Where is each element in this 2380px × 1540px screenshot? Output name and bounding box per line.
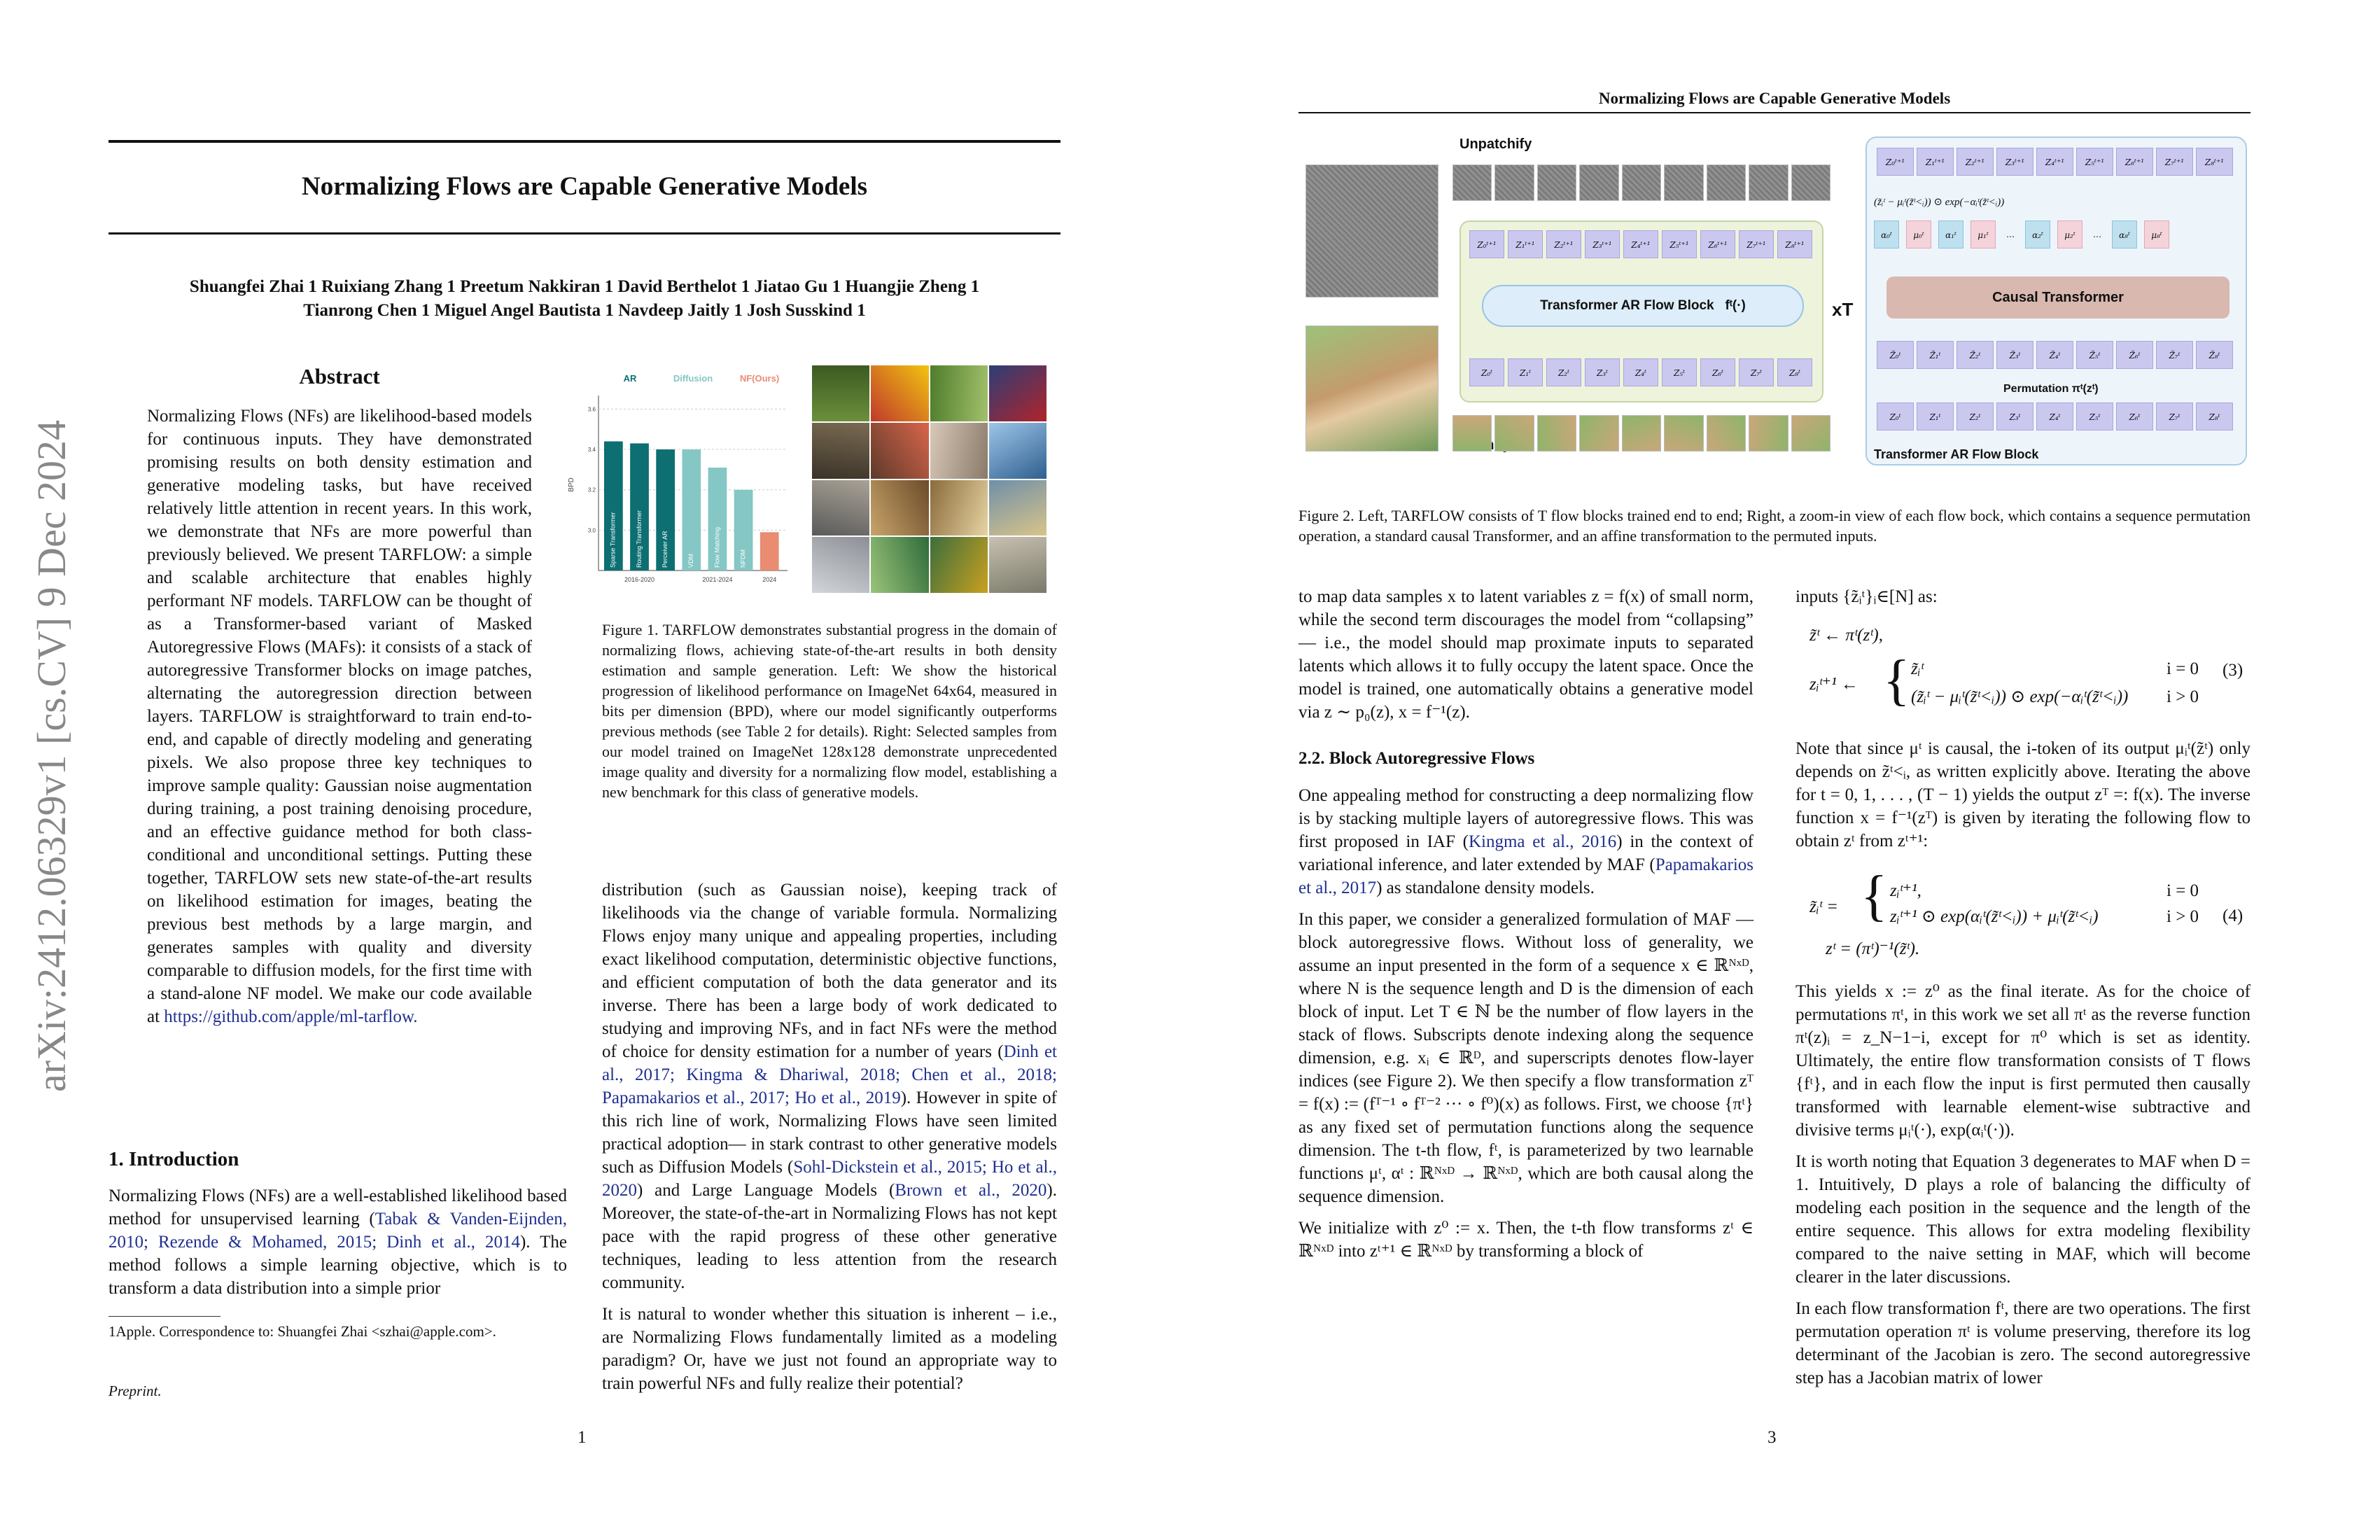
noise-patch xyxy=(1452,164,1492,201)
noise-patch xyxy=(1537,164,1576,201)
permuted-token: Z̃₂ᵗ xyxy=(1956,341,1994,369)
footnote: 1Apple. Correspondence to: Shuangfei Zhai <szhai@apple.com>. xyxy=(108,1323,496,1340)
sample-image xyxy=(930,537,988,593)
footnote-rule xyxy=(108,1316,220,1317)
column-a-body-2 xyxy=(1298,784,1754,1271)
y-tick-label: 3.2 xyxy=(587,486,596,493)
sample-image xyxy=(989,537,1046,593)
sample-image xyxy=(930,480,988,536)
col2-citation-2[interactable]: Sohl-Dickstein et al., 2015; Ho et al., 2020 xyxy=(602,1158,1057,1200)
image-patch xyxy=(1579,415,1618,451)
flow-panel xyxy=(1460,220,1823,402)
permuted-token: Z̃₁ᵗ xyxy=(1917,341,1954,369)
image-patch xyxy=(1494,415,1534,451)
input-token: Z₈ᵗ xyxy=(1777,358,1812,386)
sample-image xyxy=(871,423,928,479)
equation-3-case-1-cond: i = 0 xyxy=(2166,659,2199,678)
authors xyxy=(108,275,1060,323)
period-label: 2021-2024 xyxy=(702,576,733,583)
colB-paragraph-4: In each flow transformation fᵗ, there are two operations. The first permutation operation πᵗ is volume preserving, therefore its log determinant of the Jacobian is zero. The second autoregressive step has a Jacobian matrix of lower xyxy=(1795,1299,2250,1387)
affine-transform-label: (z̃ᵢᵗ − μᵢᵗ(z̃ᵗ<ᵢ)) ⊙ exp(−αᵢᵗ(z̃ᵗ<ᵢ)) xyxy=(1874,197,2005,208)
repeat-label: xT xyxy=(1832,299,1854,320)
flow-block-label: Transformer AR Flow Block xyxy=(1540,298,1714,313)
sample-image xyxy=(871,480,928,536)
flow-block-function: fᵗ(·) xyxy=(1725,298,1746,313)
input-token: Z₅ᵗ xyxy=(1662,358,1697,386)
equation-4-case-1-cond: i = 0 xyxy=(2166,881,2199,900)
sample-image xyxy=(930,365,988,421)
noise-image xyxy=(1306,164,1438,298)
colA-citation-2[interactable]: Papamakarios et al., 2017 xyxy=(1298,855,1754,897)
latent-token: Z₆ᵗ⁺¹ xyxy=(1700,230,1735,258)
mu-token: μ₁ᵗ xyxy=(1970,220,1996,248)
input-token: Z₁ᵗ xyxy=(1508,358,1543,386)
column-a-body xyxy=(1298,585,1754,732)
latent-token: Z₈ᵗ⁺¹ xyxy=(1777,230,1812,258)
output-token: Z₁ᵗ⁺¹ xyxy=(1917,148,1954,176)
noise-patch xyxy=(1791,164,1830,201)
output-token: Z₂ᵗ⁺¹ xyxy=(1956,148,1994,176)
bar-vdm xyxy=(682,449,701,570)
colB-paragraph-3: It is worth noting that Equation 3 degenerates to MAF when D = 1. Intuitively, D plays a role of balancing the difficulty of modeling each position in the sequence and the length of the entire sequence. This allows for extra modeling flexibility compared to the naive setting in MAF, which will become clearer in the later discussions. xyxy=(1795,1152,2250,1287)
zoom-input-token: Z₁ᵗ xyxy=(1917,402,1954,430)
colB-intro: inputs {z̃ᵢᵗ}ᵢ∈[N] as: xyxy=(1795,587,1938,606)
abstract-heading: Abstract xyxy=(299,364,380,388)
intro-text-cont: ). The method follows a simple learning objective, which is to transform a data distribution into a simple prior xyxy=(108,1233,567,1298)
flow-block xyxy=(1482,285,1804,327)
colB-body-2 xyxy=(1795,980,2250,1398)
alpha-token: α₁ᵗ xyxy=(1938,220,1963,248)
bar-tarflow xyxy=(760,532,779,570)
equation-4-case-2-cond: i > 0 xyxy=(2166,907,2199,926)
noise-patch xyxy=(1622,164,1661,201)
colA-paragraph-4: We initialize with z⁰ := x. Then, the t-th flow transforms zᵗ ∈ ℝᴺˣᴰ into zᵗ⁺¹ ∈ ℝᴺˣᴰ by transforming a block of xyxy=(1298,1219,1754,1261)
equation-4-case-1: zᵢᵗ⁺¹, xyxy=(1890,881,1921,900)
page-3 xyxy=(1190,0,2380,1540)
unpatchify-label: Unpatchify xyxy=(1460,136,1532,152)
input-token: Z₃ᵗ xyxy=(1585,358,1620,386)
legend-nfours: NF(Ours) xyxy=(739,373,780,384)
equation-3-lhs: zᵢᵗ⁺¹ ← xyxy=(1809,675,1858,694)
noise-patch xyxy=(1494,164,1534,201)
zoom-panel xyxy=(1865,136,2247,465)
zoom-input-token: Z₄ᵗ xyxy=(2036,402,2073,430)
arxiv-stamp: arXiv:2412.06329v1 [cs.CV] 9 Dec 2024 xyxy=(29,419,74,1092)
imagenet-samples-grid xyxy=(812,365,1046,593)
image-patch xyxy=(1664,415,1703,451)
mu-token: μ₂ᵗ xyxy=(2057,220,2082,248)
noise-patch xyxy=(1579,164,1618,201)
running-head-rule xyxy=(1298,112,2250,113)
image-patch xyxy=(1622,415,1661,451)
mu-token: μ₈ᵗ xyxy=(2144,220,2169,248)
latent-token: Z₁ᵗ⁺¹ xyxy=(1508,230,1543,258)
col2-citation-1[interactable]: Dinh et al., 2017; Kingma & Dhariwal, 2018; Chen et al., 2018; Papamakarios et al., 2017; Ho et al., 2019 xyxy=(602,1042,1058,1107)
image-patch xyxy=(1707,415,1746,451)
legend-ar: AR xyxy=(623,373,637,384)
output-token: Z₅ᵗ⁺¹ xyxy=(2076,148,2113,176)
zoom-input-token: Z₀ᵗ xyxy=(1877,402,1914,430)
output-token: Z₃ᵗ⁺¹ xyxy=(1996,148,2033,176)
output-token: Z₇ᵗ⁺¹ xyxy=(2156,148,2193,176)
col2-paragraph-1 xyxy=(602,878,1057,1294)
latent-token: Z₃ᵗ⁺¹ xyxy=(1585,230,1620,258)
equation-4-case-2: zᵢᵗ⁺¹ ⊙ exp(αᵢᵗ(z̃ᵗ<ᵢ)) + μᵢᵗ(z̃ᵗ<ᵢ) xyxy=(1890,907,2099,926)
sample-image xyxy=(812,423,869,479)
y-axis-label: BPD xyxy=(568,477,575,492)
equation-3-number: (3) xyxy=(2222,661,2244,680)
legend-diffusion: Diffusion xyxy=(673,373,713,384)
latent-token: Z₀ᵗ⁺¹ xyxy=(1469,230,1504,258)
zoom-input-token: Z₈ᵗ xyxy=(2196,402,2233,430)
figure-2-caption: Figure 2. Left, TARFLOW consists of T flow blocks trained end to end; Right, a zoom-in view of each flow bock, which contains a sequence permutation operation, a standard causal Transformer, and an affine transformation to the permuted inputs. xyxy=(1298,507,2250,545)
input-token: Z₄ᵗ xyxy=(1623,358,1658,386)
title-rule-bottom xyxy=(108,232,1060,234)
ellipsis: … xyxy=(2093,230,2101,239)
output-token: Z₄ᵗ⁺¹ xyxy=(2036,148,2073,176)
sample-image xyxy=(989,480,1046,536)
mu-token: μ₀ᵗ xyxy=(1906,220,1931,248)
permuted-token: Z̃₆ᵗ xyxy=(2116,341,2153,369)
permuted-token: Z̃₃ᵗ xyxy=(1996,341,2033,369)
section-2-2-heading: 2.2. Block Autoregressive Flows xyxy=(1298,749,1535,768)
y-tick-label: 3.0 xyxy=(587,527,596,534)
zoom-top-token-row xyxy=(1877,148,2233,176)
alpha-token: α₀ᵗ xyxy=(1874,220,1899,248)
figure-1-caption: Figure 1. TARFLOW demonstrates substantial progress in the domain of normalizing flows, achieving state-of-the-art results in both density estimation and sample generation. Left: We show the historical progression of likelihood performance on ImageNet 64x64, measured in bits per dimension (BPD), where our model significantly outperforms previous methods (see Table 2 for details). Right: Selected samples from our model trained on ImageNet 128x128 demonstrate unprecedented image quality and diversity for a normalizing flow model, establishing a new benchmark for this class of generative models. xyxy=(602,621,1057,801)
zoom-input-token: Z₂ᵗ xyxy=(1956,402,1994,430)
noise-patch-strip xyxy=(1452,164,1830,201)
permutation-label: Permutation πᵗ(zᵗ) xyxy=(2003,383,2099,395)
sample-image xyxy=(989,423,1046,479)
bar-label: Sparse Transformer xyxy=(609,512,617,568)
col2-text-4: ). Moreover, the state-of-the-art in Normalizing Flows has not kept pace with the rapid progress of these other generative techniques, leading to less attention from the research community. xyxy=(602,1181,1057,1292)
page-number-3: 3 xyxy=(1768,1428,1777,1447)
zoom-input-token: Z₆ᵗ xyxy=(2116,402,2153,430)
permuted-token: Z̃₅ᵗ xyxy=(2076,341,2113,369)
colA-text-3: ) as standalone density models. xyxy=(1376,878,1595,897)
zoom-input-token: Z₃ᵗ xyxy=(1996,402,2033,430)
running-head: Normalizing Flows are Capable Generative Models xyxy=(1598,90,1951,107)
colA-paragraph-2 xyxy=(1298,784,1754,899)
abstract-body xyxy=(147,405,532,1028)
authors-line-2: Tianrong Chen 1 Miguel Angel Bautista 1 Navdeep Jaitly 1 Josh Susskind 1 xyxy=(303,301,866,320)
latent-token: Z₄ᵗ⁺¹ xyxy=(1623,230,1658,258)
sample-image xyxy=(812,480,869,536)
causal-transformer-block: Causal Transformer xyxy=(1886,276,2230,318)
col2-paragraph-2: It is natural to wonder whether this situation is inherent – i.e., are Normalizing Flows fundamentally limited as a modeling paradigm? Or, have we just not found an appropriate way to train powerful NFs and fully realize their potential? xyxy=(602,1305,1057,1393)
permuted-token: Z̃₄ᵗ xyxy=(2036,341,2073,369)
sample-image xyxy=(812,365,869,421)
bar-label: NFDM xyxy=(739,550,747,568)
ellipsis: … xyxy=(2006,230,2015,239)
intro-citation[interactable]: Tabak & Vanden-Eijnden, 2010; Rezende & Mohamed, 2015; Dinh et al., 2014 xyxy=(108,1210,567,1252)
output-token: Z₀ᵗ⁺¹ xyxy=(1877,148,1914,176)
output-token: Z₆ᵗ⁺¹ xyxy=(2116,148,2153,176)
intro-text: Normalizing Flows (NFs) are a well-established likelihood based method for unsupervised learning ( xyxy=(108,1186,567,1228)
colA-paragraph-1: to map data samples x to latent variables z = f(x) of small norm, while the second term discourages the model from “collapsing” — i.e., the model should map proximate inputs to separated latents which allows it to fully occupy the latent space. Once the model is trained, one automatically obtains a generative model via z ∼ p₀(z), x = f⁻¹(z). xyxy=(1298,587,1754,722)
page-number-1: 1 xyxy=(578,1428,587,1447)
bar-label: Perceiver AR xyxy=(662,531,669,568)
zoom-input-token: Z₅ᵗ xyxy=(2076,402,2113,430)
col2-text-1: distribution (such as Gaussian noise), keeping track of likelihoods via the change of variable formula. Normalizing Flows enjoy many unique and appealing properties, including exact likelihood computation, deterministic objective functions, and efficient computation of both the data generator and its inverse. There has been a large body of work dedicated to studying and improving NFs, and in fact NFs were the method of choice for density estimation for a number of years ( xyxy=(602,881,1057,1061)
permuted-token-row xyxy=(1877,341,2233,369)
column-2-body xyxy=(602,878,1057,1404)
equation-3-case-1: z̃ᵢᵗ xyxy=(1911,659,1924,678)
preprint-label: Preprint. xyxy=(108,1382,162,1399)
sample-image xyxy=(989,365,1046,421)
y-tick-label: 3.6 xyxy=(587,406,596,413)
noise-patch xyxy=(1664,164,1703,201)
image-patch xyxy=(1537,415,1576,451)
intro-body xyxy=(108,1184,567,1300)
noise-patch xyxy=(1749,164,1788,201)
input-token: Z₆ᵗ xyxy=(1700,358,1735,386)
code-link[interactable]: https://github.com/apple/ml-tarflow. xyxy=(164,1007,418,1026)
mu-alpha-row xyxy=(1874,220,2169,248)
equation-4-brace: { xyxy=(1861,865,1888,927)
col2-text-2: ). However in spite of this rich line of work, Normalizing Flows have seen limited practical adoption— in stark contrast to other generative models such as Diffusion Models ( xyxy=(602,1088,1057,1177)
zoom-input-token: Z₇ᵗ xyxy=(2156,402,2193,430)
colB-paragraph-2: This yields x := z⁰ as the final iterate. As for the choice of permutations πᵗ, in this work we set all πᵗ as the reverse function πᵗ(z)ᵢ = z_N−1−i, except for π⁰ which is set as identity. Ultimately, the entire flow transformation consists of T flows {fᵗ}, and in each flow the input is first permuted then causally transformed with learnable element-wise subtractive and divisive terms μᵢᵗ(·), exp(αᵢᵗ(·)). xyxy=(1795,982,2250,1140)
title-rule-top xyxy=(108,140,1060,143)
colA-text-2: ) in the context of variational inference, and later extended by MAF ( xyxy=(1298,832,1754,874)
col2-text-3: ) and Large Language Models ( xyxy=(637,1181,895,1200)
sample-image xyxy=(871,537,928,593)
permuted-token: Z̃₈ᵗ xyxy=(2196,341,2233,369)
latent-token: Z₇ᵗ⁺¹ xyxy=(1739,230,1774,258)
bottom-token-row xyxy=(1469,358,1812,386)
image-patch xyxy=(1791,415,1830,451)
zoom-bottom-token-row xyxy=(1877,402,2233,430)
equation-3-brace: { xyxy=(1883,650,1910,711)
equation-3-case-2: (z̃ᵢᵗ − μᵢᵗ(z̃ᵗ<ᵢ)) ⊙ exp(−αᵢᵗ(z̃ᵗ<ᵢ)) xyxy=(1911,687,2129,706)
input-token: Z₂ᵗ xyxy=(1546,358,1581,386)
colA-citation-1[interactable]: Kingma et al., 2016 xyxy=(1468,832,1617,851)
latent-token: Z₂ᵗ⁺¹ xyxy=(1546,230,1581,258)
noise-patch xyxy=(1707,164,1746,201)
equation-4-line-2: zᵗ = (πᵗ)⁻¹(z̃ᵗ). xyxy=(1826,939,1920,958)
equation-4-number: (4) xyxy=(2222,906,2244,925)
bar-label: Routing Transformer xyxy=(635,510,643,568)
image-patch xyxy=(1452,415,1492,451)
sample-image xyxy=(871,365,928,421)
image-patch-strip xyxy=(1452,415,1830,451)
sample-image xyxy=(930,423,988,479)
intro-heading: 1. Introduction xyxy=(108,1148,239,1170)
y-tick-label: 3.4 xyxy=(587,447,596,454)
colA-paragraph-3: In this paper, we consider a generalized formulation of MAF — block autoregressive flows. Without loss of generality, we assume an input presented in the form of a sequence x ∈ ℝᴺˣᴰ, where N is the sequence length and D is the dimension of each block of input. Let T ∈ ℕ be the number of flow layers in the stack of flows. Subscripts denote indexing along the sequence dimension, e.g. xᵢ ∈ ℝᴰ, and superscripts denotes flow-layer indices (see Figure 2). We then specify a flow transformation zᵀ = f(x) := (fᵀ⁻¹ ∘ fᵀ⁻² ··· ∘ f⁰)(x) as follows. First, we choose {πᵗ} as any fixed set of permutation functions along the sequence dimension. The t-th flow, fᵗ, is parameterized by two learnable functions μᵗ, αᵗ : ℝᴺˣᴰ → ℝᴺˣᴰ, which are both causal along the sequence dimension. xyxy=(1298,910,1754,1206)
alpha-token: α₈ᵗ xyxy=(2112,220,2137,248)
paper-title: Normalizing Flows are Capable Generative Models xyxy=(301,172,868,201)
permuted-token: Z̃₇ᵗ xyxy=(2156,341,2193,369)
col2-citation-3[interactable]: Brown et al., 2020 xyxy=(895,1181,1047,1200)
input-token: Z₀ᵗ xyxy=(1469,358,1504,386)
zoom-block-label: Transformer AR Flow Block xyxy=(1874,447,2039,461)
equation-3-line-1: z̃ᵗ ← πᵗ(zᵗ), xyxy=(1809,626,1883,645)
colA-text-1: One appealing method for constructing a deep normalizing flow is by stacking multiple layers of autoregressive flows. This was first proposed in IAF ( xyxy=(1298,786,1754,851)
permuted-token: Z̃₀ᵗ xyxy=(1877,341,1914,369)
authors-line-1: Shuangfei Zhai 1 Ruixiang Zhang 1 Preetum Nakkiran 1 David Berthelot 1 Jiatao Gu 1 Huangjie Zheng 1 xyxy=(189,277,980,296)
sample-image xyxy=(812,537,869,593)
colB-paragraph-1: Note that since μᵗ is causal, the i-token of its output μᵢᵗ(z̃ᵗ) only depends on z̃ᵗ<ᵢ, as written explicitly above. Iterating the above for t = 0, 1, . . . , (T − 1) yields the output zᵀ =: f(x). The inverse function x = f⁻¹(zᵀ) is given by iterating the following flow to obtain zᵗ from zᵗ⁺¹: xyxy=(1795,739,2250,850)
top-token-row xyxy=(1469,230,1812,258)
output-token: Z₈ᵗ⁺¹ xyxy=(2196,148,2233,176)
abstract-text: Normalizing Flows (NFs) are likelihood-based models for continuous inputs. They have demonstrated promising results on both density estimation and generative modeling tasks, but have received relatively little attention in recent years. In this work, we demonstrate that NFs are more powerful than previously believed. We present TARFLOW: a simple and scalable architecture that enables highly performant NF models. TARFLOW can be thought of as a Transformer-based variant of Masked Autoregressive Flows (MAFs): it consists of a stack of autoregressive Transformer blocks on image patches, alternating the autoregression direction between layers. TARFLOW is straightforward to train end-to-end, and capable of directly modeling and generating pixels. We also propose three key techniques to improve sample quality: Gaussian noise augmentation during training, a post training denoising procedure, and an effective guidance method for both class-conditional and unconditional settings. Putting these together, TARFLOW sets new state-of-the-art results on likelihood estimation for images, beating the previous best methods by a large margin, and generates samples with quality and diversity comparable to diffusion models, for the first time with a stand-alone NF model. We make our code available at xyxy=(147,407,532,1026)
figure-2-diagram xyxy=(1306,136,2250,472)
bar-label: Flow Matching xyxy=(713,526,721,568)
bpd-bar-chart xyxy=(564,368,794,595)
cat-image xyxy=(1306,326,1438,451)
alpha-token: α₂ᵗ xyxy=(2025,220,2050,248)
period-label: 2016-2020 xyxy=(624,576,655,583)
bar-label: VDM xyxy=(687,554,695,568)
image-patch xyxy=(1749,415,1788,451)
equation-4-lhs: z̃ᵢᵗ = xyxy=(1809,897,1839,916)
equation-3-case-2-cond: i > 0 xyxy=(2166,687,2199,706)
input-token: Z₇ᵗ xyxy=(1739,358,1774,386)
latent-token: Z₅ᵗ⁺¹ xyxy=(1662,230,1697,258)
period-label: 2024 xyxy=(762,576,777,583)
